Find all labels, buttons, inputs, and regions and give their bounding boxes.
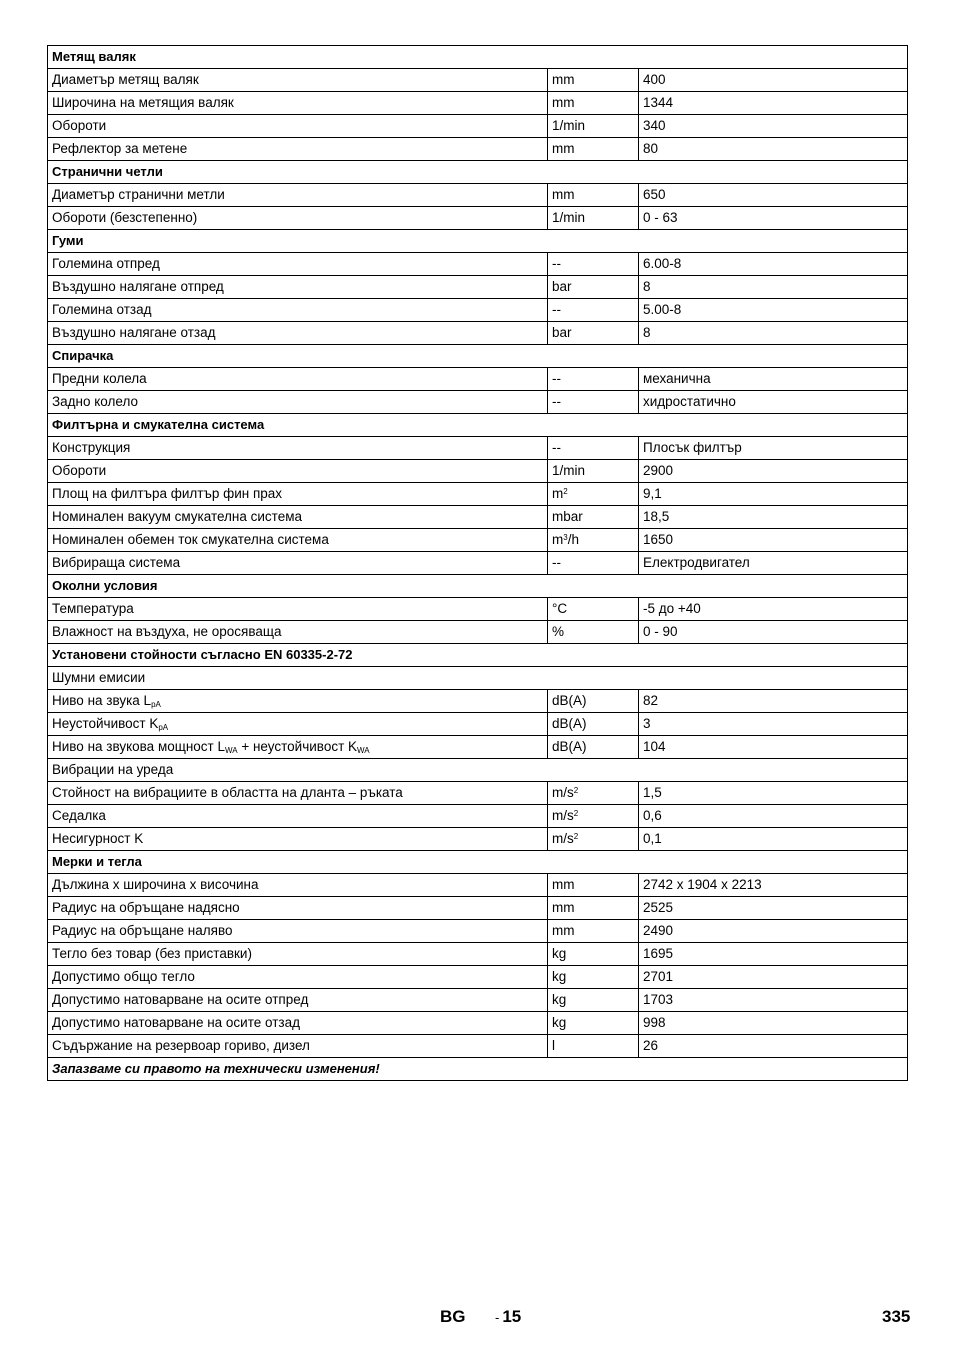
parameter-cell xyxy=(48,322,548,345)
table-row xyxy=(48,782,908,805)
parameter-label: Задно колело xyxy=(52,394,138,409)
value-cell: 2701 xyxy=(639,966,908,989)
unit-cell xyxy=(548,322,639,345)
value-cell: 8 xyxy=(639,322,908,345)
parameter-label: Допустимо натоварване на осите отпред xyxy=(52,992,309,1007)
unit-text: kg xyxy=(552,992,567,1007)
parameter-subscript: WA xyxy=(357,746,370,755)
table-row xyxy=(48,713,908,736)
unit-cell xyxy=(548,437,639,460)
parameter-label: Тегло без товар (без приставки) xyxy=(52,946,252,961)
parameter-cell xyxy=(48,943,548,966)
unit-cell xyxy=(548,184,639,207)
table-row xyxy=(48,92,908,115)
parameter-label: Площ на филтъра филтър фин прах xyxy=(52,486,283,501)
table-row xyxy=(48,552,908,575)
parameter-cell xyxy=(48,92,548,115)
value-cell: хидростатично xyxy=(639,391,908,414)
value-cell: 5.00-8 xyxy=(639,299,908,322)
unit-cell xyxy=(548,805,639,828)
unit-text: -- xyxy=(552,302,561,317)
value-cell: 104 xyxy=(639,736,908,759)
unit-text: bar xyxy=(552,325,572,340)
parameter-cell xyxy=(48,828,548,851)
unit-text: % xyxy=(552,624,565,639)
unit-text: °C xyxy=(552,601,568,616)
parameter-subscript: pA xyxy=(151,700,161,709)
table-row xyxy=(48,621,908,644)
parameter-label: Стойност на вибрациите в областта на дланта – ръката xyxy=(52,785,403,800)
parameter-label: Големина отзад xyxy=(52,302,152,317)
parameter-label: Обороти xyxy=(52,463,107,478)
parameter-cell xyxy=(48,529,548,552)
table-row xyxy=(48,690,908,713)
table-row xyxy=(48,828,908,851)
value-cell: 1650 xyxy=(639,529,908,552)
parameter-label: Въздушно налягане отзад xyxy=(52,325,216,340)
parameter-cell xyxy=(48,115,548,138)
unit-cell xyxy=(548,92,639,115)
unit-cell xyxy=(548,506,639,529)
unit-cell xyxy=(548,1035,639,1058)
table-row xyxy=(48,299,908,322)
parameter-label: Конструкция xyxy=(52,440,131,455)
value-cell: 340 xyxy=(639,115,908,138)
unit-text: l xyxy=(552,1038,555,1053)
unit-cell xyxy=(548,276,639,299)
parameter-cell xyxy=(48,460,548,483)
unit-cell xyxy=(548,621,639,644)
technical-data-table xyxy=(47,45,908,1081)
value-cell: 0 - 63 xyxy=(639,207,908,230)
table-row xyxy=(48,391,908,414)
table-row xyxy=(48,1035,908,1058)
table-row xyxy=(48,805,908,828)
parameter-subscript: pA xyxy=(158,723,169,732)
value-cell: 1695 xyxy=(639,943,908,966)
table-row xyxy=(48,460,908,483)
parameter-cell xyxy=(48,782,548,805)
value-cell: 2900 xyxy=(639,460,908,483)
value-cell: 8 xyxy=(639,276,908,299)
parameter-cell xyxy=(48,598,548,621)
parameter-cell xyxy=(48,391,548,414)
parameter-cell xyxy=(48,966,548,989)
unit-text: bar xyxy=(552,279,572,294)
table-row xyxy=(48,529,908,552)
parameter-cell xyxy=(48,805,548,828)
value-cell: 6.00-8 xyxy=(639,253,908,276)
unit-text: kg xyxy=(552,946,567,961)
value-cell: 0,1 xyxy=(639,828,908,851)
parameter-cell xyxy=(48,897,548,920)
unit-text: -- xyxy=(552,555,561,570)
parameter-label: Температура xyxy=(52,601,134,616)
unit-text: dB(A) xyxy=(552,693,587,708)
unit-superscript: 2 xyxy=(573,809,579,818)
table-row xyxy=(48,736,908,759)
unit-cell xyxy=(548,138,639,161)
table-row xyxy=(48,184,908,207)
unit-cell xyxy=(548,253,639,276)
value-cell: 3 xyxy=(639,713,908,736)
parameter-label: Допустимо натоварване на осите отзад xyxy=(52,1015,300,1030)
parameter-cell xyxy=(48,483,548,506)
footer-chapter-page xyxy=(495,1307,521,1327)
unit-superscript: 2 xyxy=(573,786,579,795)
table-row xyxy=(48,322,908,345)
unit-text: mm xyxy=(552,923,575,938)
value-cell: 0 - 90 xyxy=(639,621,908,644)
table-row xyxy=(48,598,908,621)
parameter-label: Ниво на звукова мощност L xyxy=(52,739,225,754)
table-row xyxy=(48,874,908,897)
parameter-cell xyxy=(48,299,548,322)
table-row xyxy=(48,1012,908,1035)
subsection-label: Вибрации на уреда xyxy=(48,759,908,782)
section-header-row xyxy=(48,46,908,69)
unit-cell xyxy=(548,966,639,989)
unit-cell xyxy=(548,207,639,230)
parameter-label: Дължина х широчина х височина xyxy=(52,877,259,892)
parameter-label-cont: + неустойчивост K xyxy=(237,739,358,754)
table-row xyxy=(48,483,908,506)
unit-cell xyxy=(548,391,639,414)
technical-changes-note: Запазваме си правото на технически изменения! xyxy=(48,1058,908,1081)
section-header-row xyxy=(48,230,908,253)
unit-text: 1/min xyxy=(552,118,586,133)
table-row xyxy=(48,138,908,161)
footer-dash: - xyxy=(495,1310,500,1325)
parameter-cell xyxy=(48,253,548,276)
unit-cell xyxy=(548,713,639,736)
unit-cell xyxy=(548,736,639,759)
parameter-cell xyxy=(48,621,548,644)
unit-text: 1/min xyxy=(552,463,586,478)
section-header-row xyxy=(48,161,908,184)
unit-text: m/s xyxy=(552,785,574,800)
unit-text: m/s xyxy=(552,808,574,823)
unit-cell xyxy=(548,529,639,552)
unit-text: kg xyxy=(552,1015,567,1030)
footer-page: 15 xyxy=(502,1307,522,1326)
value-cell: 2490 xyxy=(639,920,908,943)
value-cell: 26 xyxy=(639,1035,908,1058)
table-row xyxy=(48,253,908,276)
section-title: Мерки и тегла xyxy=(48,851,908,874)
table-row xyxy=(48,506,908,529)
unit-text: m xyxy=(552,486,564,501)
section-header-row xyxy=(48,644,908,667)
table-row xyxy=(48,368,908,391)
parameter-label: Предни колела xyxy=(52,371,147,386)
table-row xyxy=(48,437,908,460)
unit-text: m/s xyxy=(552,831,574,846)
table-row xyxy=(48,897,908,920)
unit-text: dB(A) xyxy=(552,739,587,754)
unit-superscript: 3 xyxy=(563,533,568,542)
unit-cell xyxy=(548,1012,639,1035)
parameter-cell xyxy=(48,506,548,529)
parameter-label: Диаметър метящ валяк xyxy=(52,72,199,87)
unit-text: mm xyxy=(552,187,575,202)
value-cell: 1703 xyxy=(639,989,908,1012)
parameter-label: Диаметър странични метли xyxy=(52,187,225,202)
parameter-label: Ниво на звука L xyxy=(52,693,152,708)
footer-language: BG xyxy=(440,1307,466,1326)
parameter-label: Широчина на метящия валяк xyxy=(52,95,234,110)
technical-data-body xyxy=(48,46,908,1081)
subsection-label: Шумни емисии xyxy=(48,667,908,690)
parameter-label: Големина отпред xyxy=(52,256,160,271)
parameter-label: Влажност на въздуха, не оросяваща xyxy=(52,624,282,639)
parameter-label: Номинален вакуум смукателна система xyxy=(52,509,303,524)
unit-cell xyxy=(548,828,639,851)
section-title: Гуми xyxy=(48,230,908,253)
parameter-cell xyxy=(48,690,548,713)
unit-text: dB(A) xyxy=(552,716,587,731)
value-cell: 998 xyxy=(639,1012,908,1035)
unit-text: mm xyxy=(552,72,575,87)
table-row xyxy=(48,115,908,138)
footer-page-number: 335 xyxy=(882,1307,911,1326)
table-row xyxy=(48,276,908,299)
section-header-row xyxy=(48,851,908,874)
value-cell: 1344 xyxy=(639,92,908,115)
unit-cell xyxy=(548,874,639,897)
parameter-subscript: WA xyxy=(225,746,238,755)
section-title: Спирачка xyxy=(48,345,908,368)
value-cell: 82 xyxy=(639,690,908,713)
parameter-cell xyxy=(48,920,548,943)
value-cell: 2525 xyxy=(639,897,908,920)
unit-text: -- xyxy=(552,371,561,386)
value-cell: 80 xyxy=(639,138,908,161)
parameter-cell xyxy=(48,1035,548,1058)
note-row xyxy=(48,1058,908,1081)
unit-text: mbar xyxy=(552,509,583,524)
table-row xyxy=(48,759,908,782)
parameter-cell xyxy=(48,207,548,230)
unit-text: -- xyxy=(552,440,561,455)
unit-cell xyxy=(548,483,639,506)
section-title: Странични четли xyxy=(48,161,908,184)
parameter-label: Несигурност K xyxy=(52,831,144,846)
value-cell: -5 до +40 xyxy=(639,598,908,621)
table-row xyxy=(48,69,908,92)
table-row xyxy=(48,920,908,943)
unit-cell xyxy=(548,368,639,391)
value-cell: механична xyxy=(639,368,908,391)
unit-text: -- xyxy=(552,256,561,271)
section-title: Метящ валяк xyxy=(48,46,908,69)
unit-cell xyxy=(548,989,639,1012)
section-title: Филтърна и смукателна система xyxy=(48,414,908,437)
value-cell: 9,1 xyxy=(639,483,908,506)
parameter-label: Допустимо общо тегло xyxy=(52,969,195,984)
table-row xyxy=(48,989,908,1012)
parameter-cell xyxy=(48,736,548,759)
parameter-cell xyxy=(48,1012,548,1035)
parameter-cell xyxy=(48,138,548,161)
parameter-label: Рефлектор за метене xyxy=(52,141,188,156)
parameter-label: Съдържание на резервоар гориво, дизел xyxy=(52,1038,310,1053)
unit-text: mm xyxy=(552,900,575,915)
unit-text: mm xyxy=(552,141,575,156)
parameter-cell xyxy=(48,368,548,391)
unit-text: m xyxy=(552,532,564,547)
unit-text: mm xyxy=(552,95,575,110)
section-title: Установени стойности съгласно EN 60335-2-72 xyxy=(48,644,908,667)
table-row xyxy=(48,966,908,989)
parameter-cell xyxy=(48,713,548,736)
unit-cell xyxy=(548,943,639,966)
unit-cell xyxy=(548,920,639,943)
parameter-label: Въздушно налягане отпред xyxy=(52,279,224,294)
value-cell: 0,6 xyxy=(639,805,908,828)
value-cell: 650 xyxy=(639,184,908,207)
unit-cell xyxy=(548,897,639,920)
unit-cell xyxy=(548,690,639,713)
unit-cell xyxy=(548,552,639,575)
unit-text-tail: /h xyxy=(567,532,579,547)
unit-cell xyxy=(548,69,639,92)
unit-superscript: 2 xyxy=(573,832,579,841)
parameter-cell xyxy=(48,276,548,299)
unit-text: mm xyxy=(552,877,575,892)
unit-superscript: 2 xyxy=(563,487,568,496)
unit-cell xyxy=(548,782,639,805)
parameter-label: Обороти (безстепенно) xyxy=(52,210,198,225)
unit-cell xyxy=(548,299,639,322)
parameter-cell xyxy=(48,184,548,207)
parameter-cell xyxy=(48,552,548,575)
section-header-row xyxy=(48,345,908,368)
table-row xyxy=(48,943,908,966)
table-row xyxy=(48,667,908,690)
unit-text: kg xyxy=(552,969,567,984)
parameter-label: Радиус на обръщане наляво xyxy=(52,923,233,938)
parameter-label: Неустойчивост K xyxy=(52,716,159,731)
table-row xyxy=(48,207,908,230)
parameter-cell xyxy=(48,989,548,1012)
value-cell: 1,5 xyxy=(639,782,908,805)
parameter-cell xyxy=(48,69,548,92)
value-cell: 400 xyxy=(639,69,908,92)
unit-cell xyxy=(548,115,639,138)
value-cell: 18,5 xyxy=(639,506,908,529)
unit-cell xyxy=(548,460,639,483)
value-cell: Електродвигател xyxy=(639,552,908,575)
parameter-label: Вибрираща система xyxy=(52,555,181,570)
section-header-row xyxy=(48,575,908,598)
parameter-label: Обороти xyxy=(52,118,107,133)
parameter-label: Радиус на обръщане надясно xyxy=(52,900,240,915)
unit-cell xyxy=(548,598,639,621)
section-title: Околни условия xyxy=(48,575,908,598)
parameter-label: Номинален обемен ток смукателна система xyxy=(52,532,329,547)
parameter-cell xyxy=(48,874,548,897)
unit-text: -- xyxy=(552,394,561,409)
unit-text: 1/min xyxy=(552,210,586,225)
parameter-label: Седалка xyxy=(52,808,106,823)
section-header-row xyxy=(48,414,908,437)
parameter-cell xyxy=(48,437,548,460)
value-cell: Плосък филтър xyxy=(639,437,908,460)
value-cell: 2742 x 1904 x 2213 xyxy=(639,874,908,897)
